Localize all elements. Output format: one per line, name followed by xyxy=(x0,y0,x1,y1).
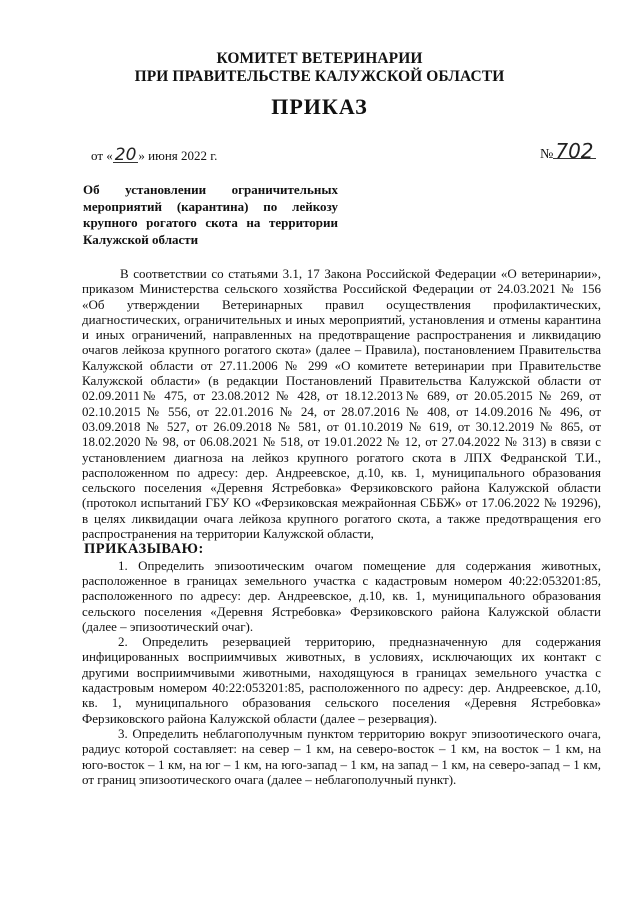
document-number xyxy=(540,139,596,163)
document-subject xyxy=(83,182,338,248)
number-prefix: № xyxy=(540,147,554,162)
order-item-2: 2. Определить резервацией территорию, предназначенную для содержания инфицированных восприимчивых животных, в условиях, исключающих их контакт с другими восприимчивыми животными, находящуюся в границах земельного участка с кадастровым номером 40:22:053201:85, расположенного по адресу: дер. Андреевское, д.10, кв. 1, муниципального образования сельского поселения «Деревня Ястребовка» Ферзиковского района Калужской области (далее – резервация). xyxy=(82,634,601,726)
subject-line: крупного рогатого скота на территории xyxy=(83,215,338,230)
date-prefix: от « xyxy=(91,148,113,163)
org-name-line2: ПРИ ПРАВИТЕЛЬСТВЕ КАЛУЖСКОЙ ОБЛАСТИ xyxy=(134,68,505,85)
order-item-1: 1. Определить эпизоотическим очагом помещение для содержания животных, расположенное в границах земельного участка с кадастровым номером 40:22:053201:85, расположенного по адресу: дер. Андреевское, д.10, кв. 1, муниципального образования сельского поселения «Деревня Ястребовка» Ферзиковского района Калужской области (далее – эпизоотический очаг). xyxy=(82,557,601,634)
order-heading: ПРИКАЗЫВАЮ: xyxy=(84,541,204,558)
subject-line: мероприятий (карантина) по лейкозу xyxy=(83,198,338,214)
org-name-line1: КОМИТЕТ ВЕТЕРИНАРИИ xyxy=(216,50,423,67)
preamble-paragraph: В соответствии со статьями 3.1, 17 Закона Российской Федерации «О ветеринарии», приказом Министерства сельского хозяйства Российской Федерации от 24.03.2021 № 156 «Об утверждении Ветеринарных правил осуществления профилактических, диагностических, ограничительных и иных мероприятий, установления и отмены карантина и иных ограничений, направленных на предотвращение распространения и ликвидацию очагов лейкоза крупного рогатого скота» (далее – Правила), постановлением Правительства Калужской области от 27.11.2006 № 299 «О комитете ветеринарии при Правительстве Калужской области» (в редакции Постановлений Правительства Калужской области от 02.09.2011№ 475, от 23.08.2012 № 428, от 18.12.2013№ 689, от 20.05.2015 № 269, от 02.10.2015 № 556, от 22.01.2016 № 24, от 28.07.2016 № 408, от 14.09.2016 № 496, от 03.09.2018 № 527, от 26.09.2018 № 581, от 01.10.2019 № 619, от 30.12.2019 № 865, от 18.02.2020 № 98, от 06.08.2021 № 518, от 19.01.2022 № 12, от 27.04.2022 № 313) в связи с установлением диагноза на лейкоз крупного рогатого скота в ЛПХ Федранской Т.И., расположенном по адресу: дер. Андреевское, д.10, кв. 1, муниципального образования сельского поселения «Деревня Ястребовка» Ферзиковского района Калужской области (протокол испытаний ГБУ КО «Ферзиковская межрайонная СББЖ» от 17.06.2022 № 19296), в целях ликвидации очага лейкоза крупного рогатого скота, а также предотвращения его распространения на территории Калужской области, xyxy=(82,266,601,542)
date-suffix: » июня 2022 г. xyxy=(138,148,218,163)
order-item-3: 3. Определить неблагополучным пунктом территорию вокруг эпизоотического очага, радиус которой составляет: на север – 1 км, на северо-восток – 1 км, на восток – 1 км, на юго-восток – 1 км, на юг – 1 км, на юго-запад – 1 км, на запад – 1 км, на северо-запад – 1 км, от границ эпизоотического очага (далее – неблагополучный пункт). xyxy=(82,725,601,787)
subject-line: Калужской области xyxy=(83,231,199,247)
document-body xyxy=(82,266,601,787)
document-date xyxy=(91,145,218,165)
subject-line: Об установлении ограничительных xyxy=(83,182,338,197)
date-day-handwritten: 20 xyxy=(114,145,137,165)
number-handwritten: 702 xyxy=(555,139,594,163)
document-title: ПРИКАЗ xyxy=(271,94,368,119)
